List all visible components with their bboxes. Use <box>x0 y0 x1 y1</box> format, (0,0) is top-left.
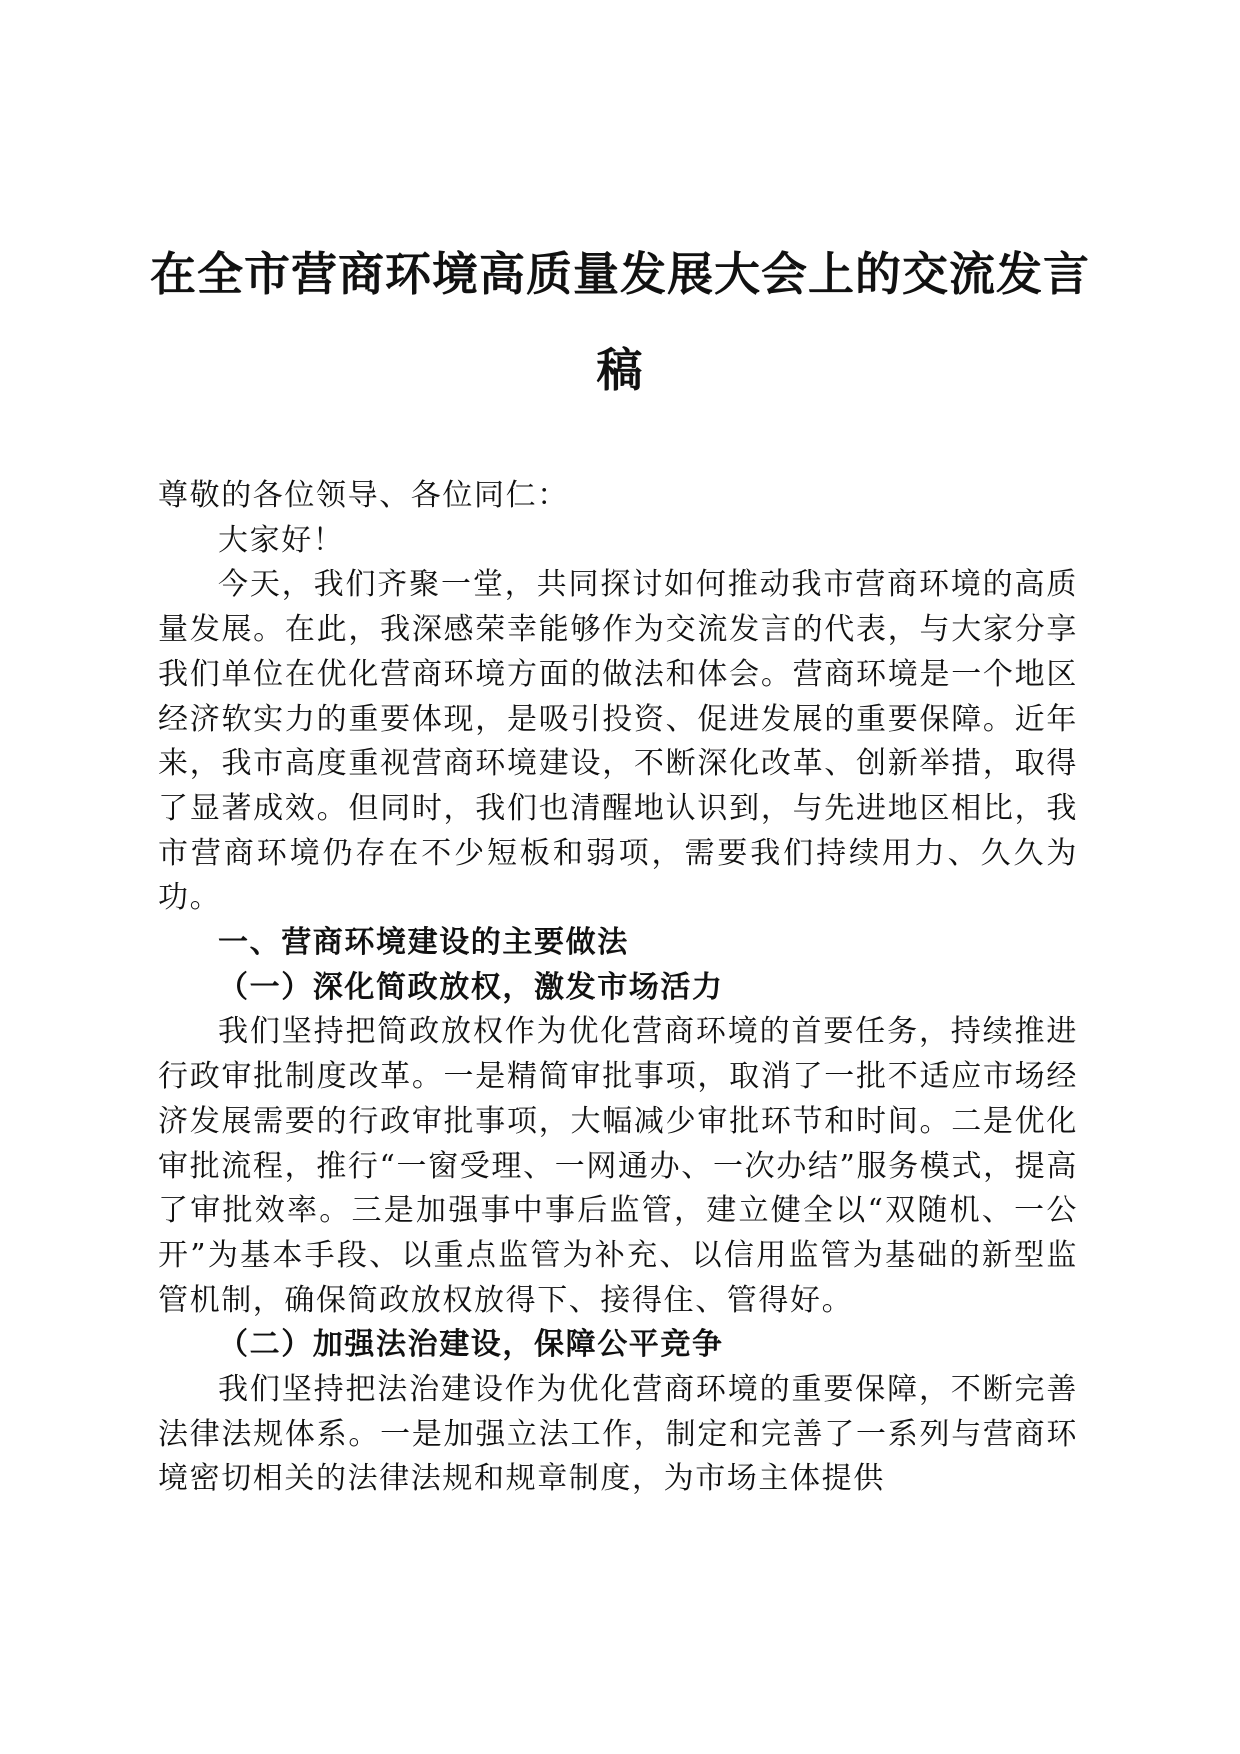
subsection-heading-2: （二）加强法治建设，保障公平竞争 <box>218 1327 724 1363</box>
subsection-paragraph-1: 我们坚持把简政放权作为优化营商环境的首要任务，持续推进行政审批制度改革。一是精简审批事项，取消了一批不适应市场经济发展需要的行政审批事项，大幅减少审批环节和时间。二是优化审批流程，推行“一窗受理、一网通办、一次办结”服务模式，提高了审批效率。三是加强事中事后监管，建立健全以“双随机、一公开”为基本手段、以重点监管为补充、以信用监管为基础的新型监管机制，确保简政放权放得下、接得住、管得好。 <box>158 1014 1078 1318</box>
document-title: 在全市营商环境高质量发展大会上的交流发言稿 <box>150 247 1090 397</box>
intro-paragraph: 今天，我们齐聚一堂，共同探讨如何推动我市营商环境的高质量发展。在此，我深感荣幸能够作为交流发言的代表，与大家分享我们单位在优化营商环境方面的做法和体会。营商环境是一个地区经济软实力的重要体现，是吸引投资、促进发展的重要保障。近年来，我市高度重视营商环境建设，不断深化改革、创新举措，取得了显著成效。但同时，我们也清醒地认识到，与先进地区相比，我市营商环境仍存在不少短板和弱项，需要我们持续用力、久久为功。 <box>158 567 1078 916</box>
subsection-paragraph-2: 我们坚持把法治建设作为优化营商环境的重要保障，不断完善法律法规体系。一是加强立法工作，制定和完善了一系列与营商环境密切相关的法律法规和规章制度，为市场主体提供 <box>158 1372 1078 1497</box>
document-body <box>158 474 1078 1502</box>
section-heading-1: 一、营商环境建设的主要做法 <box>218 925 629 961</box>
greeting: 大家好！ <box>218 522 345 558</box>
salutation: 尊敬的各位领导、各位同仁： <box>158 478 569 513</box>
subsection-heading-1: （一）深化简政放权，激发市场活力 <box>218 969 724 1005</box>
